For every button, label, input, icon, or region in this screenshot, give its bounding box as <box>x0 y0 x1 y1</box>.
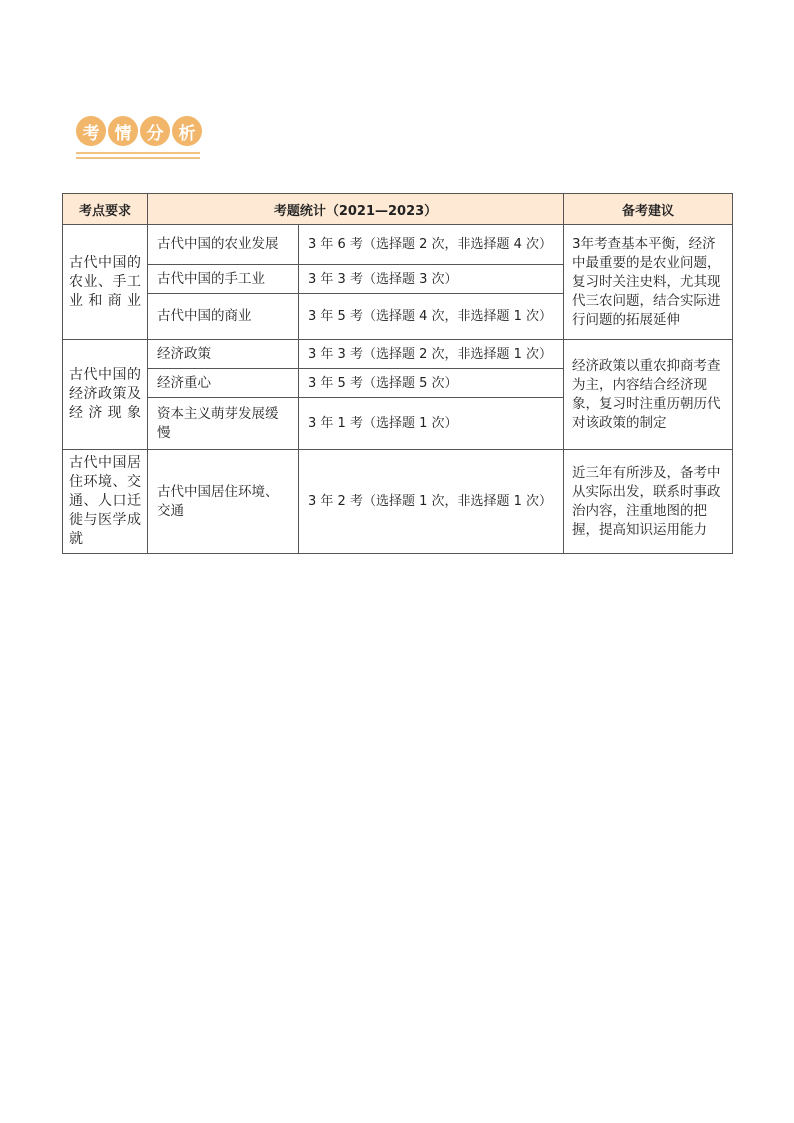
stat-cell: 3 年 3 考（选择题 2 次，非选择题 1 次） <box>299 340 564 369</box>
advice-cell: 经济政策以重农抑商考查为主，内容结合经济现象，复习时注重历朝历代对该政策的制定 <box>564 340 733 450</box>
badge-underline <box>76 152 200 162</box>
badge-char: 情 <box>108 116 138 146</box>
requirement-cell: 古代中国的农业、手工业和商业 <box>63 225 148 340</box>
topic-cell: 经济重心 <box>148 369 299 398</box>
stat-cell: 3 年 3 考（选择题 3 次） <box>299 265 564 294</box>
stat-cell: 3 年 1 考（选择题 1 次） <box>299 398 564 450</box>
table-row <box>63 225 733 265</box>
table-row <box>63 340 733 369</box>
header-statistics: 考题统计（2021—2023） <box>148 194 564 225</box>
topic-cell: 古代中国的手工业 <box>148 265 299 294</box>
header-requirement: 考点要求 <box>63 194 148 225</box>
badge-char: 考 <box>76 116 106 146</box>
topic-cell: 资本主义萌芽发展缓慢 <box>148 398 299 450</box>
table-row <box>63 450 733 554</box>
stat-cell: 3 年 5 考（选择题 4 次，非选择题 1 次） <box>299 294 564 340</box>
stat-cell: 3 年 6 考（选择题 2 次，非选择题 4 次） <box>299 225 564 265</box>
topic-cell: 古代中国的农业发展 <box>148 225 299 265</box>
stat-cell: 3 年 5 考（选择题 5 次） <box>299 369 564 398</box>
topic-cell: 经济政策 <box>148 340 299 369</box>
badge-char: 分 <box>140 116 170 146</box>
topic-cell: 古代中国的商业 <box>148 294 299 340</box>
header-advice: 备考建议 <box>564 194 733 225</box>
advice-cell: 3年考查基本平衡，经济中最重要的是农业问题，复习时关注史料，尤其现代三农问题，结合实际进行问题的拓展延伸 <box>564 225 733 340</box>
exam-analysis-table <box>62 193 733 554</box>
requirement-cell: 古代中国居住环境、交通、人口迁徙与医学成就 <box>63 450 148 554</box>
topic-cell: 古代中国居住环境、交通 <box>148 450 299 554</box>
table-header-row <box>63 194 733 225</box>
section-badge <box>76 116 204 160</box>
requirement-cell: 古代中国的经济政策及经济现象 <box>63 340 148 450</box>
badge-char: 析 <box>172 116 202 146</box>
advice-cell: 近三年有所涉及，备考中从实际出发，联系时事政治内容，注重地图的把握，提高知识运用能力 <box>564 450 733 554</box>
stat-cell: 3 年 2 考（选择题 1 次，非选择题 1 次） <box>299 450 564 554</box>
